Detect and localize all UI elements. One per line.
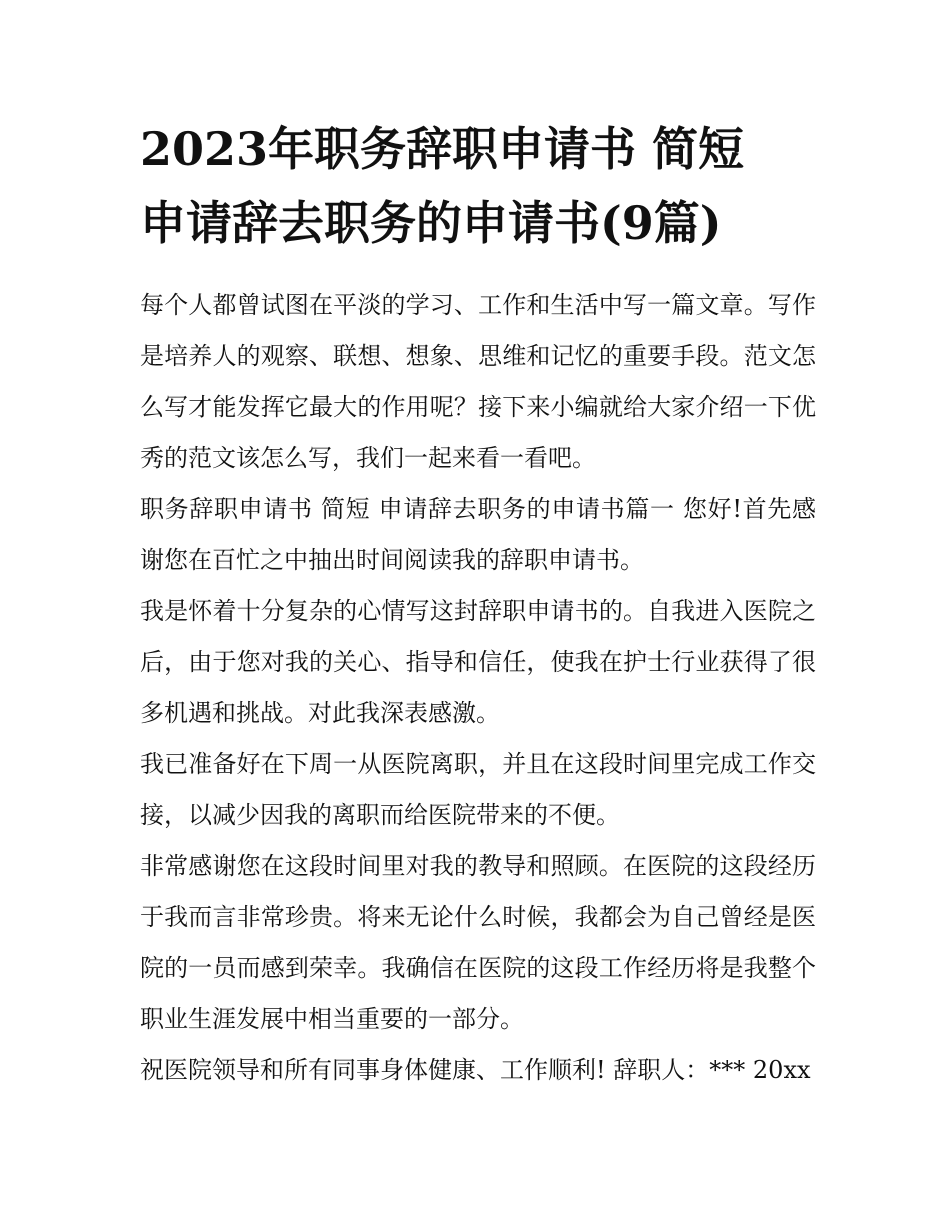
paragraph-reason: 我是怀着十分复杂的心情写这封辞职申请书的。自我进入医院之后，由于您对我的关心、指导和信任，使我在护士行业获得了很多机遇和挑战。对此我深表感激。 xyxy=(140,597,816,727)
paragraph-greeting: 职务辞职申请书 简短 申请辞去职务的申请书篇一 您好!首先感谢您在百忙之中抽出时间阅读我的辞职申请书。 xyxy=(140,495,816,574)
paragraph-thanks: 非常感谢您在这段时间里对我的教导和照顾。在医院的这段经历于我而言非常珍贵。将来无论什么时候，我都会为自己曾经是医院的一员而感到荣幸。我确信在医院的这段工作经历将是我整个职业生涯发展中相当重要的一部分。 xyxy=(140,852,816,1033)
title-line-2: 申请辞去职务的申请书(9篇) xyxy=(140,196,722,250)
title-line-1: 2023年职务辞职申请书 简短 xyxy=(140,122,745,176)
document-body xyxy=(140,280,816,1096)
document-title xyxy=(140,120,820,266)
paragraph-intro: 每个人都曾试图在平淡的学习、工作和生活中写一篇文章。写作是培养人的观察、联想、想象、思维和记忆的重要手段。范文怎么写才能发挥它最大的作用呢？接下来小编就给大家介绍一下优秀的范文该怎么写，我们一起来看一看吧。 xyxy=(140,291,816,472)
paragraph-handover: 我已准备好在下周一从医院离职，并且在这段时间里完成工作交接，以减少因我的离职而给医院带来的不便。 xyxy=(140,750,816,829)
paragraph-signoff: 祝医院领导和所有同事身体健康、工作顺利! 辞职人：*** 20xx xyxy=(140,1056,811,1084)
